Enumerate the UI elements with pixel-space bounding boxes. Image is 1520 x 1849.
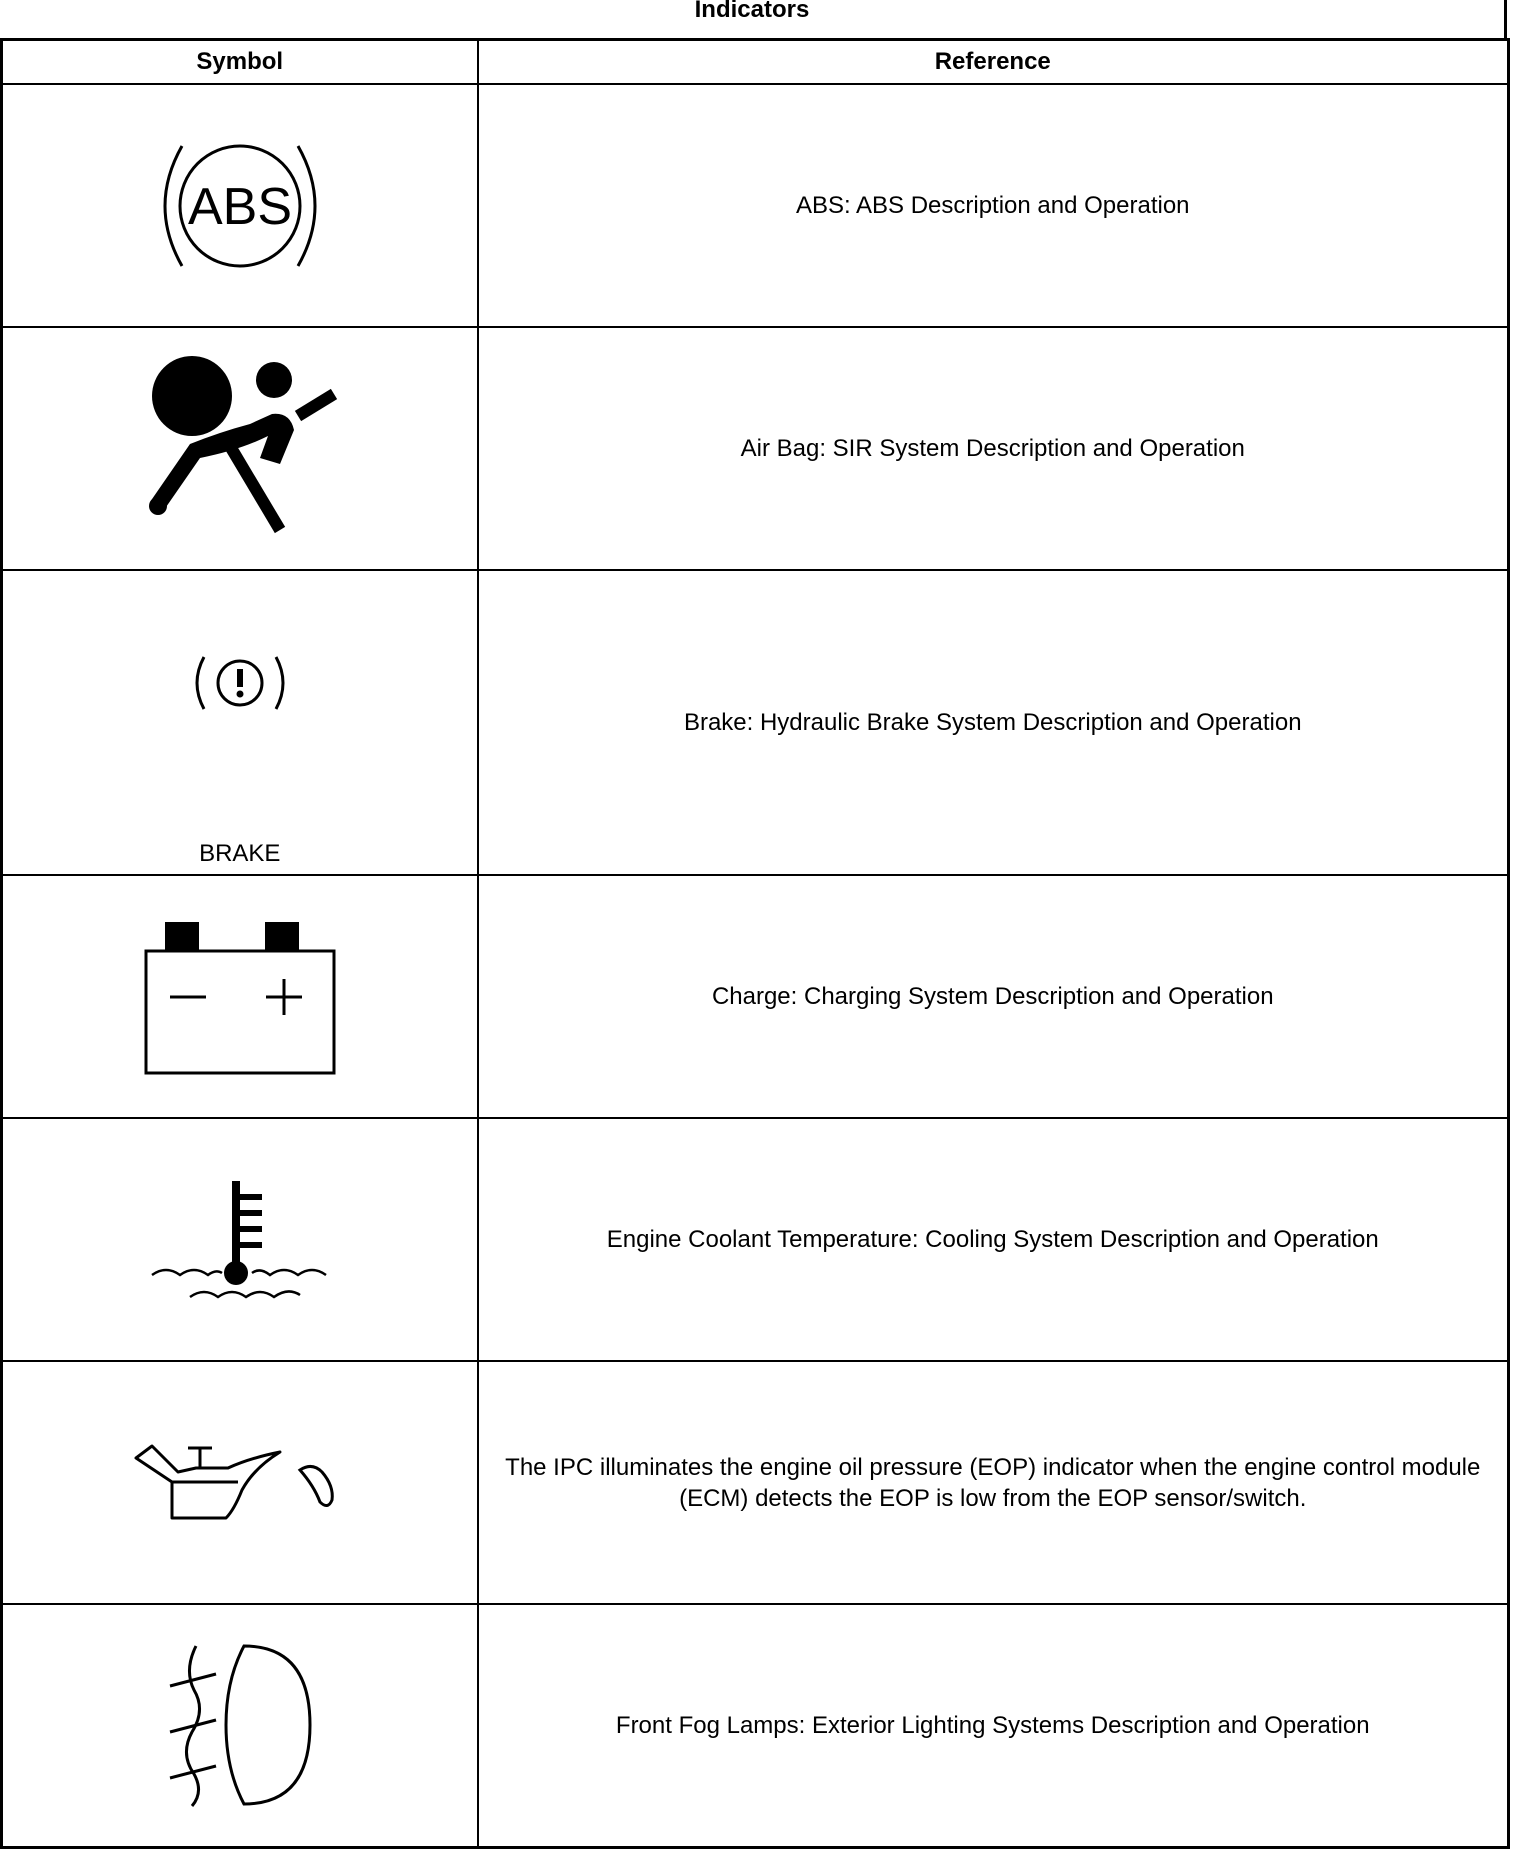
symbol-cell: [2, 327, 478, 570]
reference-cell: Brake: Hydraulic Brake System Description and Operation: [478, 570, 1509, 875]
indicators-table: [0, 38, 1510, 1849]
front-fog-lamp-icon: [160, 1640, 320, 1810]
reference-cell: Front Fog Lamps: Exterior Lighting Systems Description and Operation: [478, 1604, 1509, 1847]
symbol-cell: [2, 1118, 478, 1361]
symbol-cell: [2, 1361, 478, 1604]
symbol-column-header: Symbol: [2, 40, 478, 85]
symbol-cell: [2, 84, 478, 327]
abs-warning-icon: [150, 136, 330, 276]
header-row: [2, 40, 1509, 85]
symbol-cell: [2, 875, 478, 1118]
battery-charge-icon: [140, 917, 340, 1077]
airbag-icon: [130, 354, 350, 544]
engine-coolant-temperature-icon: [140, 1175, 340, 1305]
table-row: [2, 84, 1509, 327]
reference-cell: ABS: ABS Description and Operation: [478, 84, 1509, 327]
reference-cell: The IPC illuminates the engine oil pressure (EOP) indicator when the engine control module (ECM) detects the EOP is low from the EOP sensor/switch.: [478, 1361, 1509, 1604]
table-title: Indicators: [0, 0, 1507, 38]
table-row: [2, 570, 1509, 875]
table-row: [2, 327, 1509, 570]
symbol-cell: [2, 1604, 478, 1847]
reference-column-header: Reference: [478, 40, 1509, 85]
table-row: [2, 875, 1509, 1118]
brake-warning-icon: [190, 653, 290, 713]
reference-cell: Air Bag: SIR System Description and Operation: [478, 327, 1509, 570]
table-row: [2, 1118, 1509, 1361]
reference-cell: Engine Coolant Temperature: Cooling System Description and Operation: [478, 1118, 1509, 1361]
table-row: [2, 1604, 1509, 1847]
reference-cell: Charge: Charging System Description and Operation: [478, 875, 1509, 1118]
symbol-cell: [2, 570, 478, 875]
brake-symbol-label: BRAKE: [199, 840, 281, 867]
abs-icon-text: ABS: [187, 177, 292, 236]
table-row: [2, 1361, 1509, 1604]
oil-pressure-icon: [130, 1438, 350, 1528]
